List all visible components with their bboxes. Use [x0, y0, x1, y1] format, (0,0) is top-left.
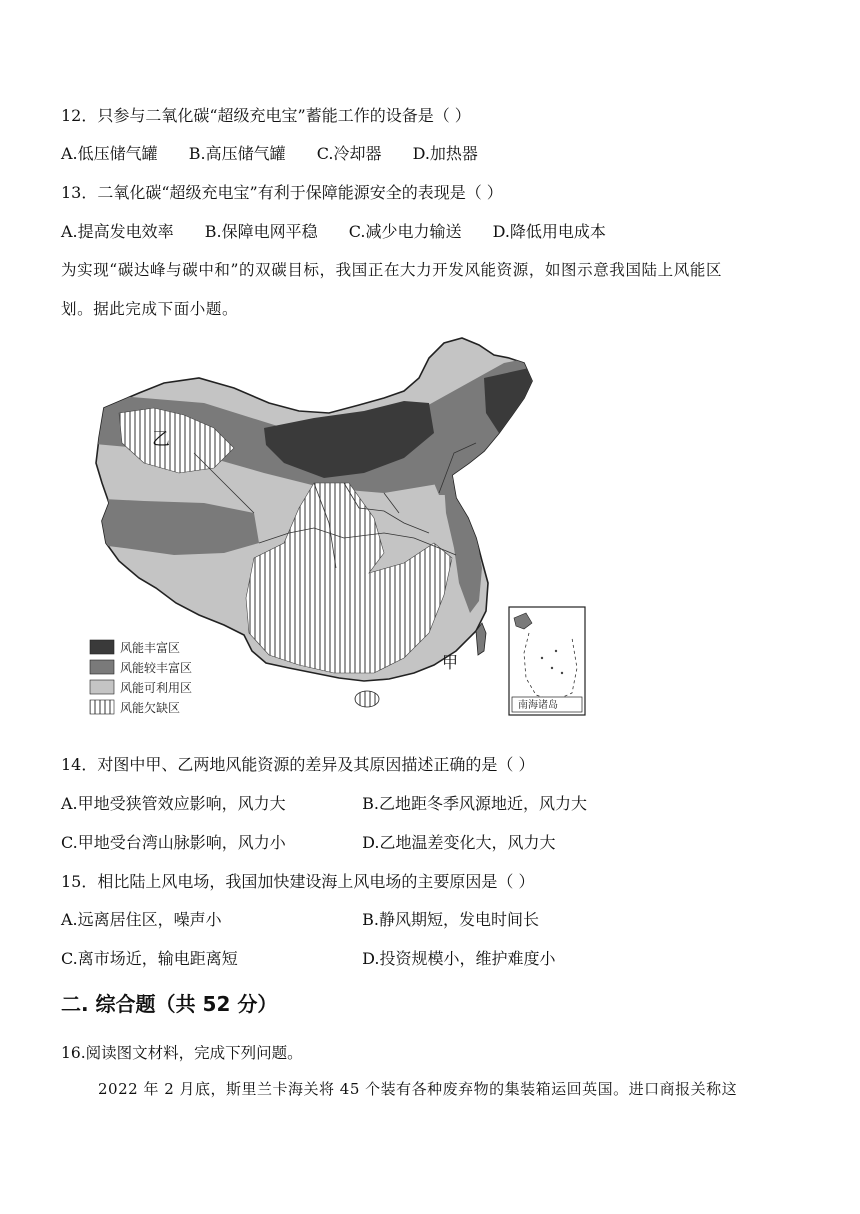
q14-option-d: D.乙地温差变化大，风力大 [362, 833, 556, 852]
legend-label-medium: 风能较丰富区 [120, 661, 193, 675]
label-yi: 乙 [152, 429, 170, 450]
q14-options-row-1 [61, 791, 587, 814]
q13-option-c: C.减少电力输送 [348, 222, 462, 241]
q14-option-c: C.甲地受台湾山脉影响，风力小 [61, 833, 286, 852]
q13-option-a: A.提高发电效率 [61, 222, 174, 241]
q12-option-c: C.冷却器 [316, 144, 382, 163]
legend-swatch-rich [90, 640, 114, 654]
legend-label-lacking: 风能欠缺区 [120, 701, 181, 715]
q14-option-b: B.乙地距冬季风源地近，风力大 [362, 794, 587, 813]
q15-option-b: B.静风期短，发电时间长 [362, 910, 539, 929]
south-sea-inset [509, 607, 585, 715]
q13-option-d: D.降低用电成本 [492, 222, 606, 241]
q13-stem: 13．二氧化碳“超级充电宝”有利于保障能源安全的表现是（ ） [61, 183, 503, 202]
q15-options-row-1 [61, 907, 539, 930]
q15-option-a: A.远离居住区，噪声小 [61, 910, 222, 929]
q12-options [61, 141, 478, 164]
q16-text: 2022 年 2 月底，斯里兰卡海关将 45 个装有各种废弃物的集装箱运回英国。进口商报关称这 [98, 1080, 738, 1098]
legend-swatch-medium [90, 660, 114, 674]
map-legend [90, 640, 192, 715]
legend-swatch-lacking [90, 700, 114, 714]
q15-option-c: C.离市场近，输电距离短 [61, 949, 238, 968]
legend-label-rich: 风能丰富区 [120, 641, 181, 655]
q14-option-a: A.甲地受狭管效应影响，风力大 [61, 794, 286, 813]
china-wind-map [84, 333, 598, 718]
q14-options-row-2 [61, 830, 555, 853]
q12-option-b: B.高压储气罐 [188, 144, 286, 163]
q15-options-row-2 [61, 946, 555, 969]
intro-line-2: 划。据此完成下面小题。 [61, 300, 239, 318]
hainan-island [355, 691, 379, 707]
q16-stem: 16.阅读图文材料，完成下列问题。 [61, 1044, 303, 1062]
q13-option-b: B.保障电网平稳 [204, 222, 318, 241]
q15-stem: 15．相比陆上风电场，我国加快建设海上风电场的主要原因是（ ） [61, 872, 535, 891]
q15-option-d: D.投资规模小，维护难度小 [362, 949, 556, 968]
q14-stem: 14．对图中甲、乙两地风能资源的差异及其原因描述正确的是（ ） [61, 755, 535, 774]
intro-line-1: 为实现“碳达峰与碳中和”的双碳目标，我国正在大力开发风能资源，如图示意我国陆上风能区 [61, 261, 723, 279]
legend-label-usable: 风能可利用区 [120, 681, 193, 695]
label-jia: 甲 [442, 653, 459, 672]
legend-swatch-usable [90, 680, 114, 694]
section-heading: 二. 综合题（共 52 分） [61, 992, 278, 1016]
inset-label: 南海诸岛 [518, 700, 558, 711]
q12-option-a: A.低压储气罐 [61, 144, 158, 163]
q12-option-d: D.加热器 [412, 144, 478, 163]
q12-stem: 12．只参与二氧化碳“超级充电宝”蓄能工作的设备是（ ） [61, 106, 471, 125]
q13-options [61, 219, 606, 242]
